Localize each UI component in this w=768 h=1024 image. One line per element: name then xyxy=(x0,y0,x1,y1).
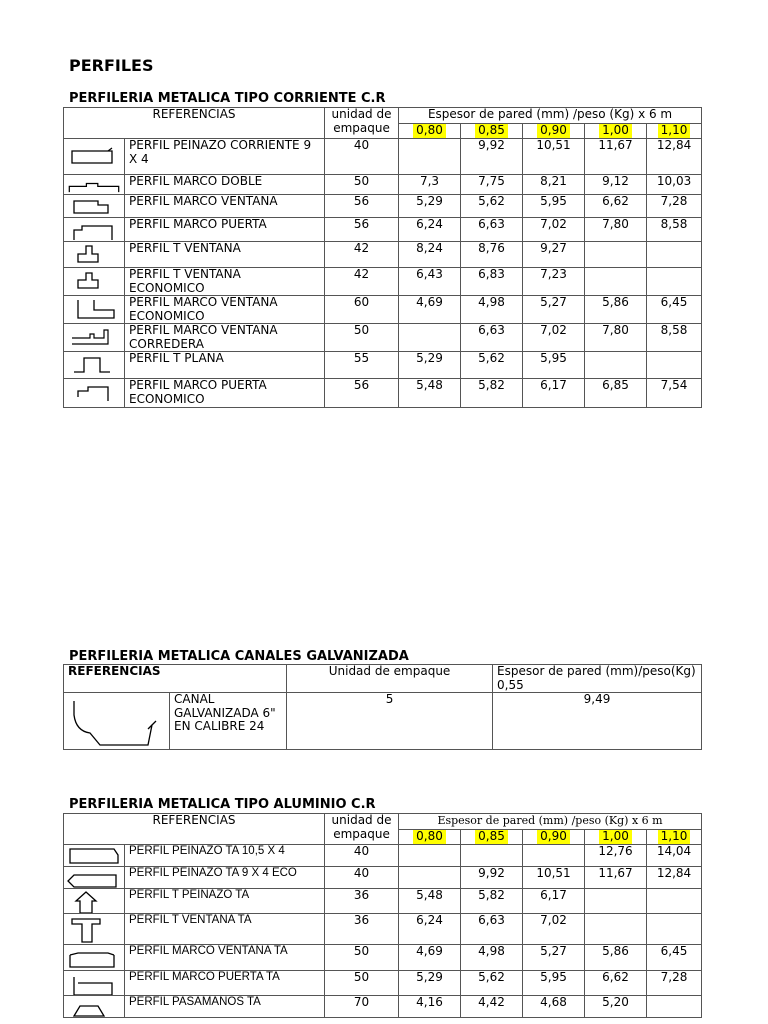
row-unit: 56 xyxy=(325,379,399,408)
row-name: PERFIL MARCO PUERTA xyxy=(125,218,325,242)
marco-ventana-profile-icon xyxy=(64,195,125,218)
weight-cell: 7,54 xyxy=(647,379,702,408)
row-unit: 56 xyxy=(325,195,399,218)
weight-cell: 6,63 xyxy=(461,914,523,945)
weight-cell: 5,27 xyxy=(523,296,585,324)
weight-cell: 7,28 xyxy=(647,971,702,996)
weight-cell: 6,17 xyxy=(523,889,585,914)
row-name: PERFIL T PLANA xyxy=(125,352,325,379)
canal-profile-icon xyxy=(64,693,170,750)
t-ventana-profile-icon xyxy=(64,242,125,268)
row-unit: 60 xyxy=(325,296,399,324)
row-unit: 5 xyxy=(287,693,493,750)
weight-cell: 7,3 xyxy=(399,175,461,195)
weight-cell: 4,98 xyxy=(461,945,523,971)
thickness-header: 0,90 xyxy=(523,124,585,139)
weight-cell: 6,24 xyxy=(399,218,461,242)
table-row xyxy=(64,195,702,218)
thickness-header: 0,80 xyxy=(399,830,461,845)
marco-doble-profile-icon xyxy=(64,175,125,195)
t-ventana-ta-profile-icon xyxy=(64,914,125,945)
row-name: PERFIL MARCO VENTANA TA xyxy=(125,945,325,971)
row-name: PERFIL PEINAZO TA 10,5 X 4 xyxy=(125,845,325,867)
weight-cell xyxy=(647,352,702,379)
row-name: PERFIL PEINAZO CORRIENTE 9 X 4 xyxy=(125,139,325,175)
page-title: PERFILES xyxy=(69,56,154,75)
weight-cell xyxy=(523,845,585,867)
row-unit: 36 xyxy=(325,889,399,914)
table-row xyxy=(64,296,702,324)
table-row xyxy=(64,996,702,1018)
thickness-header: 0,80 xyxy=(399,124,461,139)
weight-cell: 12,84 xyxy=(647,867,702,889)
row-unit: 40 xyxy=(325,139,399,175)
weight-cell: 7,02 xyxy=(523,218,585,242)
weight-cell: 7,80 xyxy=(585,218,647,242)
table-canales xyxy=(63,664,702,750)
row-unit: 55 xyxy=(325,352,399,379)
weight-cell xyxy=(399,139,461,175)
row-name: PERFIL MARCO VENTANA xyxy=(125,195,325,218)
weight-cell: 6,24 xyxy=(399,914,461,945)
row-unit: 42 xyxy=(325,268,399,296)
weight-cell: 5,62 xyxy=(461,195,523,218)
thickness-header: 1,00 xyxy=(585,830,647,845)
weight-cell: 12,84 xyxy=(647,139,702,175)
weight-cell: 6,45 xyxy=(647,296,702,324)
row-name: PERFIL PEINAZO TA 9 X 4 ECO xyxy=(125,867,325,889)
weight-cell: 7,28 xyxy=(647,195,702,218)
header-espesor: Espesor de pared (mm) /peso (Kg) x 6 m xyxy=(399,108,702,124)
weight-cell: 6,63 xyxy=(461,218,523,242)
weight-cell: 5,82 xyxy=(461,889,523,914)
section-title-canales: PERFILERIA METALICA CANALES GALVANIZADA xyxy=(69,649,409,664)
weight-cell: 4,98 xyxy=(461,296,523,324)
row-unit: 40 xyxy=(325,867,399,889)
weight-cell: 11,67 xyxy=(585,867,647,889)
row-unit: 40 xyxy=(325,845,399,867)
weight-cell: 5,86 xyxy=(585,945,647,971)
weight-cell: 7,02 xyxy=(523,914,585,945)
row-name: PERFIL MARCO PUERTA ECONOMICO xyxy=(125,379,325,408)
thickness-header: 1,10 xyxy=(647,830,702,845)
row-name: PERFIL MARCO VENTANA CORREDERA xyxy=(125,324,325,352)
weight-cell: 4,42 xyxy=(461,996,523,1018)
weight-cell: 9,12 xyxy=(585,175,647,195)
weight-cell: 14,04 xyxy=(647,845,702,867)
weight-cell: 6,17 xyxy=(523,379,585,408)
header-unidad: unidad de empaque xyxy=(325,108,399,139)
weight-cell xyxy=(585,242,647,268)
row-name: PERFIL MARCO VENTANA ECONOMICO xyxy=(125,296,325,324)
weight-cell: 5,29 xyxy=(399,971,461,996)
weight-cell: 5,27 xyxy=(523,945,585,971)
table-row xyxy=(64,914,702,945)
weight-cell: 8,58 xyxy=(647,324,702,352)
row-unit: 36 xyxy=(325,914,399,945)
weight-cell xyxy=(647,996,702,1018)
table-row xyxy=(64,945,702,971)
weight-cell: 11,67 xyxy=(585,139,647,175)
weight-cell: 8,24 xyxy=(399,242,461,268)
weight-cell: 6,62 xyxy=(585,971,647,996)
weight-cell: 5,95 xyxy=(523,352,585,379)
weight-cell: 10,51 xyxy=(523,867,585,889)
header-referencias: REFERENCIAS xyxy=(64,108,325,139)
table-row xyxy=(64,971,702,996)
weight-cell xyxy=(647,889,702,914)
weight-cell: 7,23 xyxy=(523,268,585,296)
row-name: PERFIL T VENTANA xyxy=(125,242,325,268)
row-name: PERFIL MARCO PUERTA TA xyxy=(125,971,325,996)
t-plana-profile-icon xyxy=(64,352,125,379)
pasamanos-ta-profile-icon xyxy=(64,996,125,1018)
t-peinazo-ta-profile-icon xyxy=(64,889,125,914)
weight-cell xyxy=(399,845,461,867)
t-ventana-eco-profile-icon xyxy=(64,268,125,296)
marco-ventana-corredera-profile-icon xyxy=(64,324,125,352)
table-row xyxy=(64,139,702,175)
row-name: PERFIL MARCO DOBLE xyxy=(125,175,325,195)
marco-puerta-ta-profile-icon xyxy=(64,971,125,996)
row-value: 9,49 xyxy=(493,693,702,750)
weight-cell xyxy=(461,845,523,867)
weight-cell: 8,76 xyxy=(461,242,523,268)
weight-cell: 6,62 xyxy=(585,195,647,218)
weight-cell: 8,58 xyxy=(647,218,702,242)
section-title-corriente: PERFILERIA METALICA TIPO CORRIENTE C.R xyxy=(69,91,386,106)
header-referencias: REFERENCIAS xyxy=(64,665,287,693)
row-unit: 50 xyxy=(325,971,399,996)
thickness-header: 0,85 xyxy=(461,124,523,139)
weight-cell: 10,03 xyxy=(647,175,702,195)
section-title-aluminio: PERFILERIA METALICA TIPO ALUMINIO C.R xyxy=(69,797,376,812)
weight-cell xyxy=(647,914,702,945)
row-unit: 50 xyxy=(325,175,399,195)
table-row xyxy=(64,845,702,867)
weight-cell xyxy=(585,914,647,945)
weight-cell: 5,20 xyxy=(585,996,647,1018)
header-referencias: REFERENCIAS xyxy=(64,814,325,845)
row-unit: 50 xyxy=(325,324,399,352)
table-row xyxy=(64,242,702,268)
row-unit: 56 xyxy=(325,218,399,242)
weight-cell: 5,62 xyxy=(461,352,523,379)
weight-cell xyxy=(647,242,702,268)
weight-cell: 5,95 xyxy=(523,971,585,996)
weight-cell: 5,48 xyxy=(399,379,461,408)
peinazo-ta-profile-icon xyxy=(64,845,125,867)
weight-cell: 4,68 xyxy=(523,996,585,1018)
peinazo-ta-eco-profile-icon xyxy=(64,867,125,889)
thickness-header: 0,85 xyxy=(461,830,523,845)
row-name: CANAL GALVANIZADA 6" EN CALIBRE 24 xyxy=(170,693,287,750)
marco-ventana-ta-profile-icon xyxy=(64,945,125,971)
marco-puerta-eco-profile-icon xyxy=(64,379,125,408)
header-unidad: unidad de empaque xyxy=(325,814,399,845)
peinazo-profile-icon xyxy=(64,139,125,175)
weight-cell: 7,80 xyxy=(585,324,647,352)
weight-cell: 9,92 xyxy=(461,139,523,175)
weight-cell: 10,51 xyxy=(523,139,585,175)
weight-cell xyxy=(647,268,702,296)
table-row xyxy=(64,268,702,296)
weight-cell: 6,85 xyxy=(585,379,647,408)
row-unit: 42 xyxy=(325,242,399,268)
row-name: PERFIL T PEINAZO TA xyxy=(125,889,325,914)
weight-cell xyxy=(585,889,647,914)
marco-ventana-eco-profile-icon xyxy=(64,296,125,324)
weight-cell: 4,69 xyxy=(399,296,461,324)
weight-cell: 5,62 xyxy=(461,971,523,996)
weight-cell xyxy=(399,324,461,352)
weight-cell: 12,76 xyxy=(585,845,647,867)
table-row xyxy=(64,867,702,889)
header-espesor: Espesor de pared (mm) /peso (Kg) x 6 m xyxy=(399,814,702,830)
weight-cell xyxy=(585,352,647,379)
table-row xyxy=(64,218,702,242)
table-row xyxy=(64,175,702,195)
weight-cell: 5,82 xyxy=(461,379,523,408)
weight-cell: 6,43 xyxy=(399,268,461,296)
weight-cell: 5,48 xyxy=(399,889,461,914)
weight-cell: 6,83 xyxy=(461,268,523,296)
row-name: PERFIL T VENTANA TA xyxy=(125,914,325,945)
table-row xyxy=(64,379,702,408)
table-row xyxy=(64,889,702,914)
thickness-header: 0,90 xyxy=(523,830,585,845)
thickness-header: 1,10 xyxy=(647,124,702,139)
weight-cell: 9,27 xyxy=(523,242,585,268)
weight-cell: 6,63 xyxy=(461,324,523,352)
table-row xyxy=(64,352,702,379)
table-row xyxy=(64,693,702,750)
weight-cell: 9,92 xyxy=(461,867,523,889)
weight-cell: 5,95 xyxy=(523,195,585,218)
weight-cell: 5,29 xyxy=(399,195,461,218)
weight-cell: 5,29 xyxy=(399,352,461,379)
weight-cell: 8,21 xyxy=(523,175,585,195)
weight-cell: 5,86 xyxy=(585,296,647,324)
weight-cell: 4,16 xyxy=(399,996,461,1018)
header-unidad: Unidad de empaque xyxy=(287,665,493,693)
marco-puerta-profile-icon xyxy=(64,218,125,242)
weight-cell: 6,45 xyxy=(647,945,702,971)
row-unit: 70 xyxy=(325,996,399,1018)
weight-cell: 4,69 xyxy=(399,945,461,971)
row-name: PERFIL PASAMANOS TA xyxy=(125,996,325,1018)
weight-cell: 7,02 xyxy=(523,324,585,352)
header-espesor: Espesor de pared (mm)/peso(Kg) 0,55 xyxy=(493,665,702,693)
table-row xyxy=(64,324,702,352)
table-aluminio xyxy=(63,813,702,1018)
row-unit: 50 xyxy=(325,945,399,971)
table-corriente xyxy=(63,107,702,408)
weight-cell xyxy=(585,268,647,296)
row-name: PERFIL T VENTANA ECONOMICO xyxy=(125,268,325,296)
weight-cell: 7,75 xyxy=(461,175,523,195)
thickness-header: 1,00 xyxy=(585,124,647,139)
weight-cell xyxy=(399,867,461,889)
